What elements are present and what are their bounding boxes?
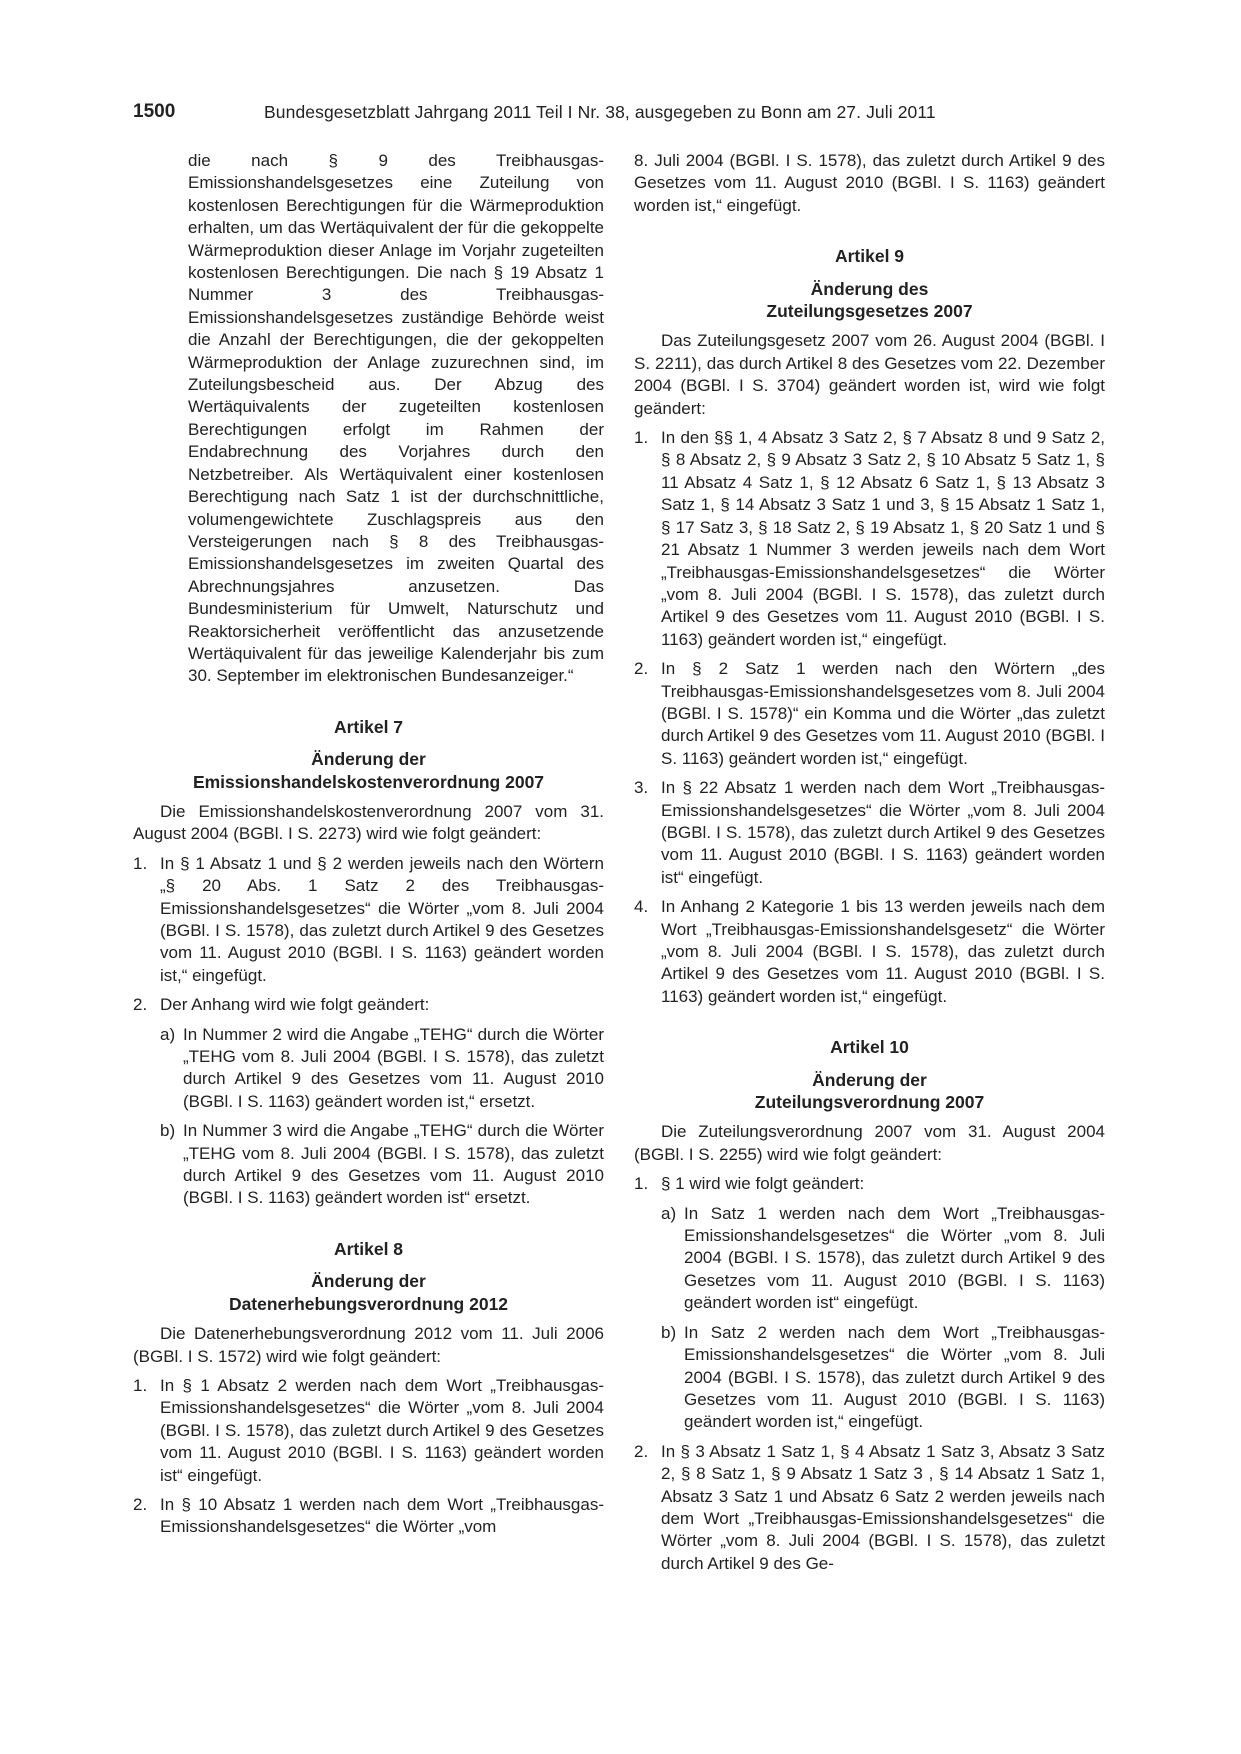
article-7-title-line1: Änderung der bbox=[311, 749, 426, 770]
article-7-title-line2: Emissionshandelskostenverordnung 2007 bbox=[192, 771, 545, 792]
article-8-title-line2: Datenerhebungsverordnung 2012 bbox=[228, 1293, 509, 1314]
item-text: In § 10 Absatz 1 werden nach dem Wort „Treibhausgas-Emissionshandelsgesetzes“ die Wörter „vom bbox=[160, 1494, 604, 1537]
item-text: In § 22 Absatz 1 werden nach dem Wort „Treibhausgas-Emissionshandelsgesetzes“ die Wörter „vom 8. Juli 2004 (BGBl. I S. 1578), das zuletzt durch Artikel 9 des Gesetzes vom 11. August 2010 (BGBl. I S. 1163) geändert worden ist“ eingefügt. bbox=[661, 778, 1105, 887]
item-text: In den §§ 1, 4 Absatz 3 Satz 2, § 7 Absatz 8 und 9 Satz 2, § 8 Absatz 2, § 9 Absatz 3 Satz 2, § 10 Absatz 5 Satz 1, § 11 Absatz 4 Satz 1, § 12 Absatz 6 Satz 1, § 13 Absatz 3 Satz 1, § 14 Absatz 3 Satz 1 und 3, § 15 Absatz 1 Satz 1, § 17 Satz 3, § 18 Satz 2, § 19 Absatz 1, § 20 Satz 1 und § 21 Absatz 1 Nummer 3 werden jeweils nach dem Wort „Treibhausgas-Emissionshandelsgesetzes“ die Wörter „vom 8. Juli 2004 (BGBl. I S. 1578), das zuletzt durch Artikel 9 des Gesetzes vom 11. August 2010 (BGBl. I S. 1163) geändert worden ist,“ eingefügt. bbox=[661, 428, 1105, 649]
item-text: In § 3 Absatz 1 Satz 1, § 4 Absatz 1 Satz 3, Absatz 3 Satz 2, § 8 Satz 1, § 9 Absatz 1 Satz 3 , § 14 Absatz 1 Satz 1, Absatz 3 Satz 1 und Absatz 6 Satz 2 werden jeweils nach dem Wort „Treibhausgas-Emissionshandelsgesetzes“ die Wörter „vom 8. Juli 2004 (BGBl. I S. 1578), das zuletzt durch Artikel 9 des Ge- bbox=[661, 1441, 1105, 1573]
article-7-subitem-a bbox=[133, 1024, 604, 1114]
article-9-title-line2: Zuteilungsgesetzes 2007 bbox=[766, 301, 973, 322]
article-10-item-2 bbox=[634, 1441, 1105, 1575]
article-8-intro: Die Datenerhebungsverordnung 2012 vom 11. Juli 2006 (BGBl. I S. 1572) wird wie folgt geändert: bbox=[133, 1324, 604, 1366]
item-number: 1. bbox=[133, 853, 148, 873]
item-text: In § 1 Absatz 2 werden nach dem Wort „Treibhausgas-Emissionshandelsgesetzes“ die Wörter „vom 8. Juli 2004 (BGBl. I S. 1578), das zuletzt durch Artikel 9 des Gesetzes vom 11. August 2010 (BGBl. I S. 1163) geändert worden ist“ eingefügt. bbox=[160, 1375, 604, 1485]
subitem-text: In Nummer 3 wird die Angabe „TEHG“ durch die Wörter „TEHG vom 8. Juli 2004 (BGBl. I S. 1578), das zuletzt durch Artikel 9 des Gesetzes vom 11. August 2010 (BGBl. I S. 1163) geändert worden ist“ ersetzt. bbox=[183, 1121, 604, 1208]
article-9-label: Artikel 9 bbox=[834, 246, 905, 267]
article-9-title-line1: Änderung des bbox=[810, 278, 929, 299]
subitem-letter: a) bbox=[160, 1024, 176, 1044]
item-number: 1. bbox=[133, 1375, 148, 1395]
subitem-letter: a) bbox=[661, 1203, 677, 1223]
article-10-title-line1: Änderung der bbox=[812, 1069, 927, 1090]
article-7-item-2 bbox=[133, 994, 604, 1016]
article-7-label: Artikel 7 bbox=[333, 716, 404, 737]
item-number: 3. bbox=[634, 778, 649, 798]
item-number: 2. bbox=[634, 1441, 649, 1461]
gazette-title: Bundesgesetzblatt Jahrgang 2011 Teil I Nr. 38, ausgegeben zu Bonn am 27. Juli 2011 bbox=[264, 102, 936, 122]
subitem-text: In Satz 1 werden nach dem Wort „Treibhausgas-Emissionshandelsgesetzes“ die Wörter „vom 8. Juli 2004 (BGBl. I S. 1578), das zuletzt durch Artikel 9 des Gesetzes vom 11. August 2010 (BGBl. I S. 1163) geändert worden ist“ eingefügt. bbox=[684, 1203, 1105, 1313]
item-number: 2. bbox=[133, 1494, 148, 1514]
subitem-letter: b) bbox=[661, 1322, 677, 1342]
right-column bbox=[634, 150, 1105, 1575]
continuation-paragraph: 8. Juli 2004 (BGBl. I S. 1578), das zuletzt durch Artikel 9 des Gesetzes vom 11. August 2010 (BGBl. I S. 1163) geändert worden ist,“ eingefügt. bbox=[634, 151, 1105, 215]
article-9-item-3 bbox=[634, 777, 1105, 889]
item-number: 2. bbox=[133, 995, 148, 1015]
article-8-label: Artikel 8 bbox=[333, 1238, 404, 1259]
subitem-text: In Nummer 2 wird die Angabe „TEHG“ durch die Wörter „TEHG vom 8. Juli 2004 (BGBl. I S. 1578), das zuletzt durch Artikel 9 des Gesetzes vom 11. August 2010 (BGBl. I S. 1163) geändert worden ist,“ ersetzt. bbox=[183, 1024, 604, 1111]
article-10-subitem-a bbox=[634, 1203, 1105, 1315]
article-9-intro: Das Zuteilungsgesetz 2007 vom 26. August 2004 (BGBl. I S. 2211), das durch Artikel 8 des Gesetzes vom 22. Dezember 2004 (BGBl. I S. 3704) geändert worden ist, wird wie folgt geändert: bbox=[634, 331, 1105, 418]
item-number: 1. bbox=[634, 1174, 649, 1194]
article-8-title bbox=[133, 1270, 604, 1315]
article-10-subitem-b bbox=[634, 1322, 1105, 1434]
item-number: 1. bbox=[634, 428, 649, 448]
article-7-intro: Die Emissionshandelskostenverordnung 2007 vom 31. August 2004 (BGBl. I S. 2273) wird wie folgt geändert: bbox=[133, 801, 604, 844]
continuation-paragraph: die nach § 9 des Treibhausgas-Emissionshandelsgesetzes eine Zuteilung von kostenlosen Berechtigungen für die Wärmeproduktion erhalten, um das Wertäquivalent der für die gekoppelte Wärmeproduktion dieser Anlage im Vorjahr zugeteilten kostenlosen Berechtigungen. Die nach § 19 Absatz 1 Nummer 3 des Treibhausgas-Emissionshandelsgesetzes zuständige Behörde weist die Anzahl der Berechtigungen, die der gekoppelten Wärmeproduktion der Anlage zuzurechnen sind, im Zuteilungsbescheid aus. Der Abzug des Wertäquivalents der zugeteilten kostenlosen Berechtigungen erfolgt im Rahmen der Endabrechnung des Vorjahres durch den Netzbetreiber. Als Wertäquivalent einer kostenlosen Berechtigung nach Satz 1 ist der durchschnittliche, volumengewichtete Zuschlagspreis aus den Versteigerungen nach § 8 des Treibhausgas-Emissionshandelsgesetzes im zweiten Quartal des Abrechnungsjahres anzusetzen. Das Bundesministerium für Umwelt, Naturschutz und Reaktorsicherheit veröffentlicht das anzusetzende Wertäquivalent für das jeweilige Kalenderjahr bis zum 30. September im elektronischen Bundesanzeiger.“ bbox=[188, 151, 604, 686]
article-10-title bbox=[634, 1069, 1105, 1114]
article-8-title-line1: Änderung der bbox=[311, 1271, 426, 1292]
subitem-text: In Satz 2 werden nach dem Wort „Treibhausgas-Emissionshandelsgesetzes“ die Wörter „vom 8. Juli 2004 (BGBl. I S. 1578), das zuletzt durch Artikel 9 des Gesetzes vom 11. August 2010 (BGBl. I S. 1163) geändert worden ist,“ eingefügt. bbox=[684, 1322, 1105, 1432]
article-7-subitem-b bbox=[133, 1120, 604, 1210]
article-9-item-2 bbox=[634, 658, 1105, 770]
item-text: In § 1 Absatz 1 und § 2 werden jeweils nach den Wörtern „§ 20 Abs. 1 Satz 2 des Treibhausgas-Emissionshandelsgesetzes“ die Wörter „vom 8. Juli 2004 (BGBl. I S. 1578), das zuletzt durch Artikel 9 des Gesetzes vom 11. August 2010 (BGBl. I S. 1163) geändert worden ist,“ eingefügt. bbox=[160, 853, 604, 985]
article-10-title-line2: Zuteilungsverordnung 2007 bbox=[754, 1092, 985, 1113]
article-8-item-1 bbox=[133, 1375, 604, 1487]
left-column bbox=[133, 150, 604, 1539]
item-text: § 1 wird wie folgt geändert: bbox=[661, 1174, 865, 1194]
article-9-item-4 bbox=[634, 896, 1105, 1008]
item-text: In § 2 Satz 1 werden nach den Wörtern „des Treibhausgas-Emissionshandelsgesetzes vom 8. Juli 2004 (BGBl. I S. 1578)“ ein Komma und die Wörter „das zuletzt durch Artikel 9 des Gesetzes vom 11. August 2010 (BGBl. I S. 1163) geändert worden ist,“ eingefügt. bbox=[661, 659, 1105, 768]
article-7-item-1 bbox=[133, 853, 604, 987]
item-text: Der Anhang wird wie folgt geändert: bbox=[160, 995, 430, 1015]
page-number: 1500 bbox=[133, 101, 176, 122]
article-10-item-1 bbox=[634, 1173, 1105, 1195]
article-9-item-1 bbox=[634, 427, 1105, 651]
item-text: In Anhang 2 Kategorie 1 bis 13 werden jeweils nach dem Wort „Treibhausgas-Emissionshandelsgesetz“ die Wörter „vom 8. Juli 2004 (BGBl. I S. 1578), das zuletzt durch Artikel 9 des Gesetzes vom 11. August 2010 (BGBl. I S. 1163) geändert worden ist,“ eingefügt. bbox=[661, 897, 1105, 1006]
item-number: 4. bbox=[634, 897, 649, 917]
page-header bbox=[133, 101, 1113, 127]
article-7-title bbox=[133, 748, 604, 793]
article-9-title bbox=[634, 278, 1105, 323]
article-10-label: Artikel 10 bbox=[830, 1037, 909, 1058]
article-8-item-2 bbox=[133, 1494, 604, 1539]
article-10-intro: Die Zuteilungsverordnung 2007 vom 31. August 2004 (BGBl. I S. 2255) wird wie folgt geändert: bbox=[634, 1122, 1105, 1164]
subitem-letter: b) bbox=[160, 1121, 176, 1141]
item-number: 2. bbox=[634, 659, 649, 679]
